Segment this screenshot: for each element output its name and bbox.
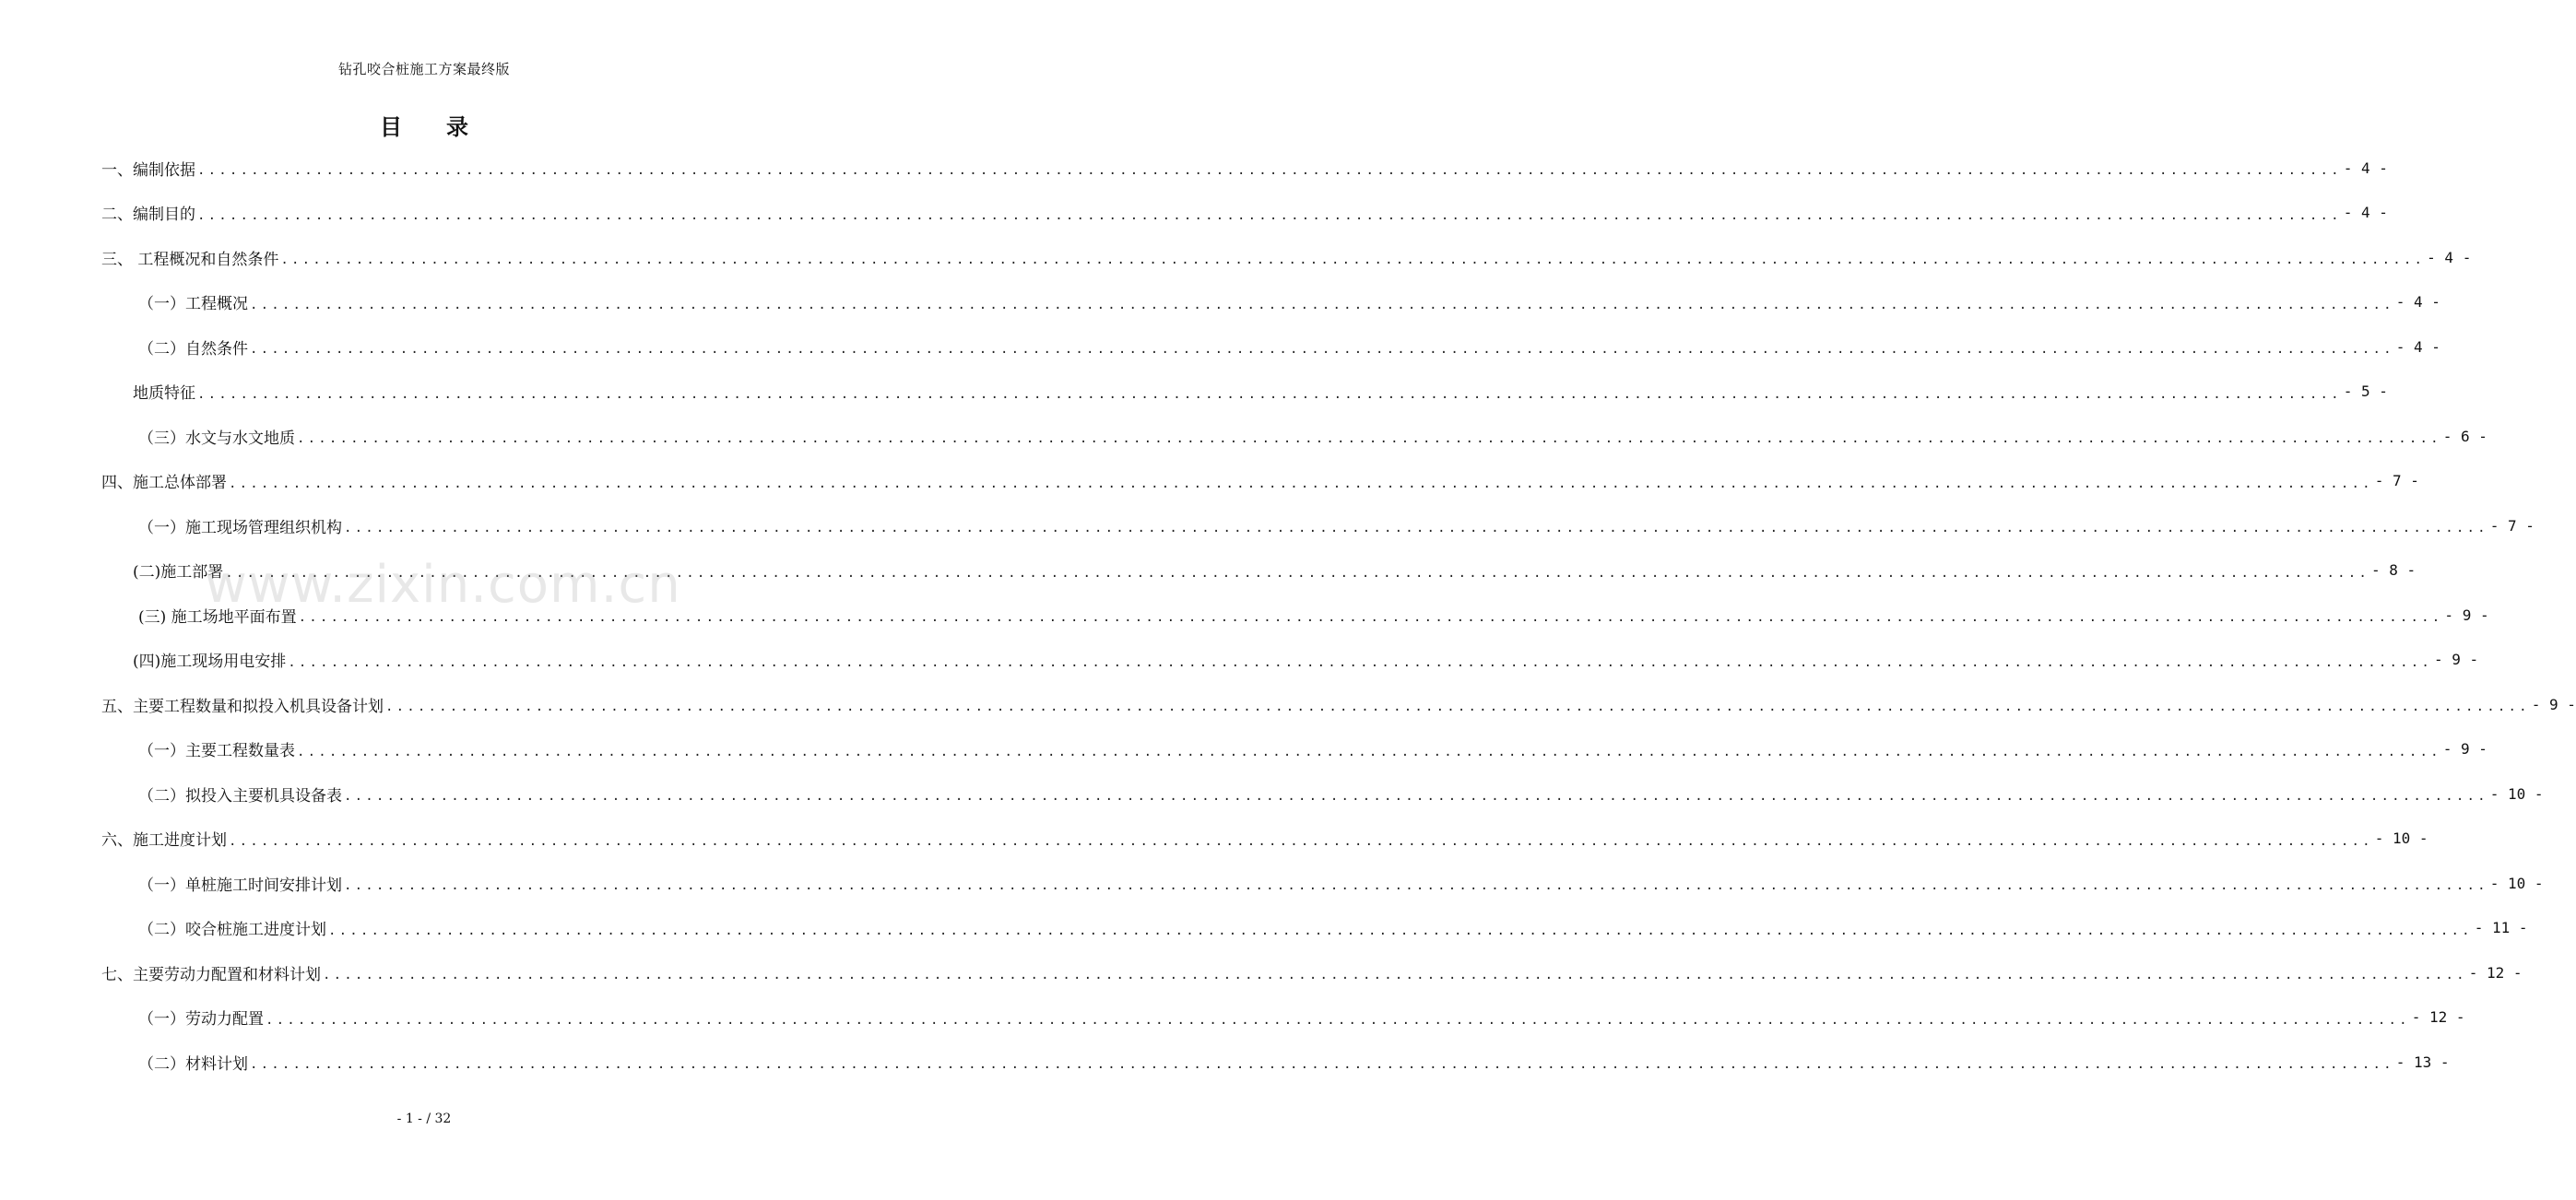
toc-entry-page-number: - 6 - xyxy=(2442,427,2487,445)
toc-entry[interactable] xyxy=(101,237,2472,277)
toc-leader-dots: ........................................................................................................................................................................................................ xyxy=(266,1012,2410,1028)
toc-entry-label: （一）劳动力配置 xyxy=(138,1010,264,1029)
toc-entry-label: （一）主要工程数量表 xyxy=(138,742,295,760)
toc-entry-page-number: - 7 - xyxy=(2489,516,2535,535)
toc-entry-page-number: - 9 - xyxy=(2444,606,2489,624)
toc-leader-dots: ........................................................................................................................................................................................................ xyxy=(280,253,2426,267)
toc-leader-dots: ........................................................................................................................................................................................................ xyxy=(297,431,2441,446)
toc-entry-label: 四、施工总体部署 xyxy=(101,474,227,492)
toc-entry[interactable] xyxy=(133,640,2479,680)
toc-leader-dots: ........................................................................................................................................................................................................ xyxy=(344,789,2488,804)
toc-entry-page-number: - 8 - xyxy=(2371,561,2416,579)
toc-entry-label: （一）单桩施工时间安排计划 xyxy=(138,876,342,895)
toc-leader-dots: ........................................................................................................................................................................................................ xyxy=(344,878,2488,893)
toc-entry[interactable] xyxy=(138,416,2487,456)
page-footer: - 1 - / 32 xyxy=(396,1112,452,1126)
toc-entry-label: (二)施工部署 xyxy=(133,563,224,582)
toc-entry-page-number: - 4 - xyxy=(2427,248,2472,266)
toc-entry-label: （二）材料计划 xyxy=(138,1054,248,1074)
toc-entry-page-number: - 10 - xyxy=(2489,784,2544,803)
toc-entry[interactable] xyxy=(101,147,2388,188)
toc-entry[interactable] xyxy=(138,729,2487,770)
toc-leader-dots: ........................................................................................................................................................................................................ xyxy=(298,610,2443,625)
toc-entry-page-number: - 5 - xyxy=(2343,382,2388,400)
toc-entry-page-number: - 10 - xyxy=(2374,829,2428,847)
toc-entry-page-number: - 9 - xyxy=(2531,695,2576,713)
toc-entry-label: （一）施工现场管理组织机构 xyxy=(138,518,342,537)
toc-entry-label: （一）工程概况 xyxy=(138,295,248,313)
toc-entry[interactable] xyxy=(138,1041,2450,1082)
toc-leader-dots: ........................................................................................................................................................................................................ xyxy=(197,207,2342,223)
toc-entry-page-number: - 9 - xyxy=(2434,651,2479,668)
toc-leader-dots: ........................................................................................................................................................................................................ xyxy=(288,654,2433,670)
toc-leader-dots: ........................................................................................................................................................................................................ xyxy=(323,968,2467,982)
toc-entry[interactable] xyxy=(138,282,2440,323)
watermark: www.zixin.com.cn xyxy=(205,555,681,615)
toc-entry-label: (四)施工现场用电安排 xyxy=(133,653,287,671)
toc-entry-page-number: - 4 - xyxy=(2395,337,2440,356)
toc-entry-page-number: - 4 - xyxy=(2343,159,2388,177)
toc-leader-dots: ........................................................................................................................................................................................................ xyxy=(229,476,2373,491)
toc-entry-page-number: - 12 - xyxy=(2411,1008,2465,1026)
toc-entry[interactable] xyxy=(138,773,2544,814)
toc-entry[interactable] xyxy=(101,461,2419,501)
toc-entry-page-number: - 13 - xyxy=(2395,1053,2450,1071)
toc-entry-label: 七、主要劳动力配置和材料计划 xyxy=(101,965,321,984)
toc-entry[interactable] xyxy=(133,371,2388,412)
toc-leader-dots: ........................................................................................................................................................................................................ xyxy=(250,297,2394,312)
toc-entry-label: 三、 工程概况和自然条件 xyxy=(101,250,279,269)
toc-entry-page-number: - 4 - xyxy=(2395,293,2440,311)
toc-entry[interactable] xyxy=(101,193,2388,233)
toc-entry-page-number: - 11 - xyxy=(2474,919,2528,936)
toc-leader-dots: ........................................................................................................................................................................................................ xyxy=(225,565,2370,581)
toc-entry-label: 六、施工进度计划 xyxy=(101,831,227,850)
toc-entry-label: 一、编制依据 xyxy=(101,160,195,180)
toc-leader-dots: ........................................................................................................................................................................................................ xyxy=(344,521,2488,535)
toc-leader-dots: ........................................................................................................................................................................................................ xyxy=(328,923,2473,938)
toc-entry[interactable] xyxy=(101,952,2523,993)
toc-entry-label: （二）拟投入主要机具设备表 xyxy=(138,786,342,806)
running-header: 钻孔咬合桩施工方案最终版 xyxy=(337,61,510,77)
toc-title: 目录 xyxy=(380,113,513,140)
toc-entry-label: 五、主要工程数量和拟投入机具设备计划 xyxy=(101,697,384,716)
toc-leader-dots: ........................................................................................................................................................................................................ xyxy=(229,833,2373,849)
toc-leader-dots: ........................................................................................................................................................................................................ xyxy=(385,700,2530,714)
toc-entry[interactable] xyxy=(138,505,2535,546)
toc-leader-dots: ........................................................................................................................................................................................................ xyxy=(250,342,2394,357)
toc-entry-label: (三) 施工场地平面布置 xyxy=(138,607,297,627)
toc-entry[interactable] xyxy=(138,863,2544,903)
toc-entry-page-number: - 4 - xyxy=(2343,204,2388,221)
toc-entry[interactable] xyxy=(101,684,2576,724)
toc-entry[interactable] xyxy=(138,908,2528,948)
toc-entry-page-number: - 10 - xyxy=(2489,874,2544,892)
toc-entry[interactable] xyxy=(138,997,2465,1038)
toc-leader-dots: ........................................................................................................................................................................................................ xyxy=(250,1057,2394,1072)
toc-leader-dots: ........................................................................................................................................................................................................ xyxy=(297,744,2441,759)
toc-entry-label: （三）水文与水文地质 xyxy=(138,429,295,448)
toc-entry-label: （二）咬合桩施工进度计划 xyxy=(138,921,326,939)
toc-entry[interactable] xyxy=(101,818,2428,859)
toc-entry-label: （二）自然条件 xyxy=(138,339,248,359)
toc-entry-page-number: - 7 - xyxy=(2374,472,2419,489)
toc-entry-page-number: - 12 - xyxy=(2468,963,2523,982)
toc-entry[interactable] xyxy=(138,326,2440,367)
toc-entry-label: 二、编制目的 xyxy=(101,206,195,224)
toc-leader-dots: ........................................................................................................................................................................................................ xyxy=(197,386,2342,402)
toc-entry-page-number: - 9 - xyxy=(2442,740,2487,758)
toc-leader-dots: ........................................................................................................................................................................................................ xyxy=(197,163,2342,178)
toc-entry-label: 地质特征 xyxy=(133,384,195,403)
